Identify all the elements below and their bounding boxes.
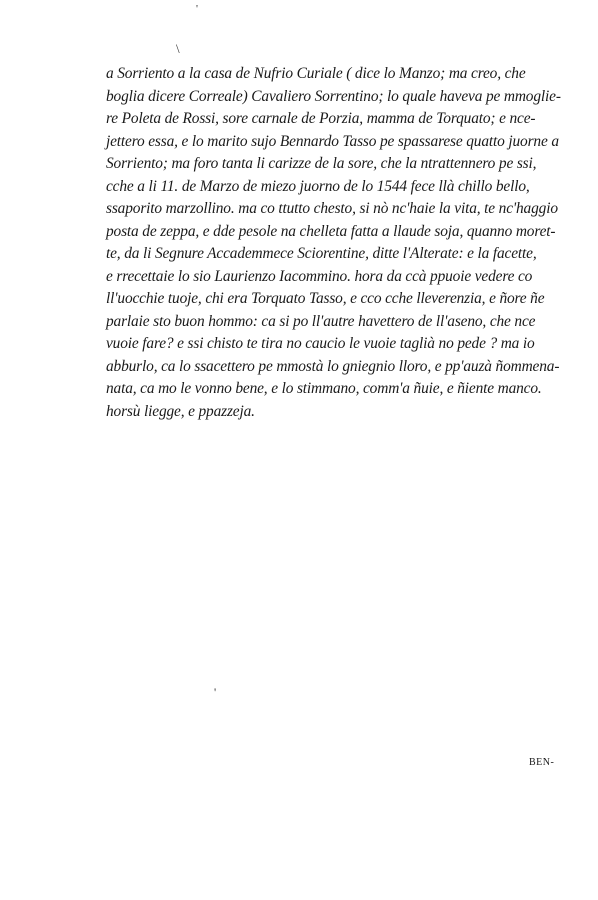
text-line: posta de zeppa, e dde pesole na chelleta fatta a llaude soja, quanno moret-: [106, 222, 556, 240]
text-line: ll'uocchie tuoje, chi era Torquato Tasso, e cco cche lleverenzia, e ñore ñe: [106, 290, 545, 307]
body-text: [106, 63, 566, 423]
text-line: vuoie fare? e ssi chisto te tira no caucio le vuoie taglià no pede ? ma io: [106, 335, 535, 352]
text-line: a Sorriento a la casa de Nufrio Curiale ( dice lo Manzo; ma creo, che: [106, 65, 526, 82]
ink-mark: \: [176, 41, 180, 56]
top-ink-mark: ': [196, 3, 198, 15]
text-line: abburlo, ca lo ssacettero pe mmostà lo gniegnio lloro, e pp'auzà ñommena-: [106, 357, 560, 375]
text-line: parlaie sto buon hommo: ca si po ll'autre havettero de ll'aseno, che nce: [106, 312, 536, 330]
catchword: BEN-: [529, 757, 555, 768]
text-line: e rrecettaie lo sio Laurienzo Iacommino. hora da ccà ppuoie vedere co: [106, 267, 533, 285]
text-line: Sorriento; ma foro tanta li carizze de la sore, che la ntrattennero pe ssi,: [106, 155, 537, 172]
margin-ink-mark: ': [214, 685, 217, 699]
text-line: ssaporito marzollino. ma co ttutto chesto, si nò nc'haie la vita, te nc'haggio: [106, 200, 558, 217]
text-line: boglia dicere Correale) Cavaliero Sorrentino; lo quale haveva pe mmoglie-: [106, 87, 561, 105]
text-line: re Poleta de Rossi, sore carnale de Porzia, mamma de Torquato; e nce-: [106, 110, 536, 127]
text-line: te, da li Segnure Accademmece Sciorentine, ditte l'Alterate: e la facette,: [106, 245, 537, 262]
text-line: horsù liegge, e ppazzeja.: [106, 402, 255, 420]
text-line: jettero essa, e lo marito sujo Bennardo Tasso pe spassarese quatto juorne a: [106, 132, 559, 150]
text-line: nata, ca mo le vonno bene, e lo stimmano, comm'a ñuie, e ñiente manco.: [106, 380, 542, 397]
text-line: cche a li 11. de Marzo de miezo juorno de lo 1544 fece llà chillo bello,: [106, 177, 530, 195]
